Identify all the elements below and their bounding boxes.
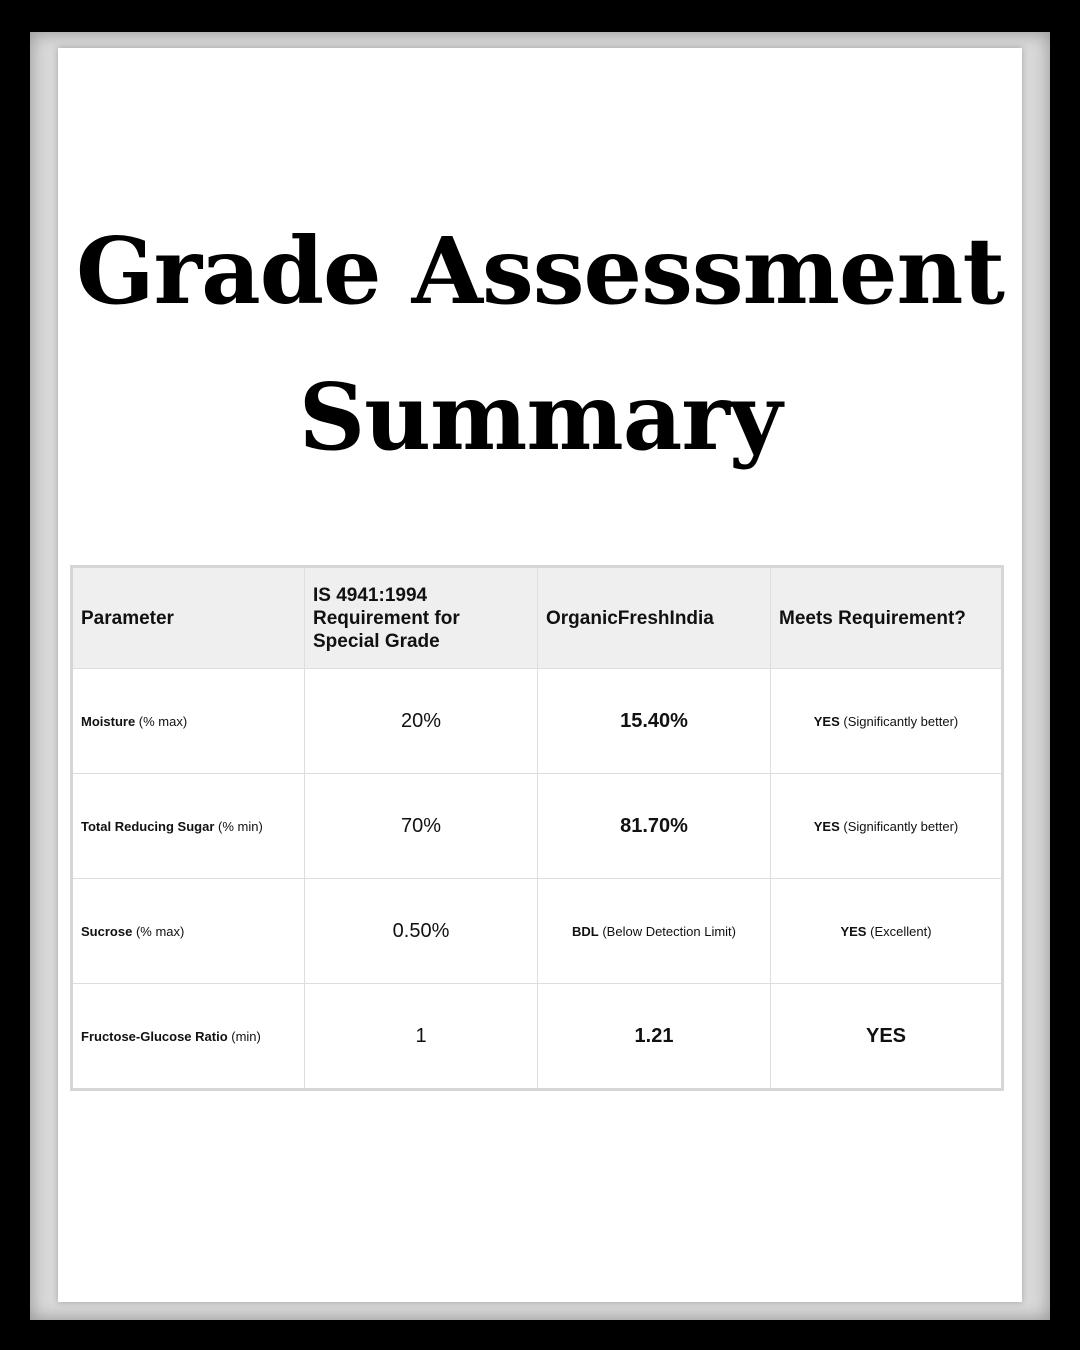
param-name: Fructose-Glucose Ratio [81, 1028, 228, 1044]
param-cell [72, 669, 305, 774]
value-text: BDL [572, 923, 599, 939]
meets-note: (Significantly better) [843, 818, 959, 834]
meets-cell [771, 669, 1003, 774]
table-row [72, 984, 1003, 1090]
param-name: Moisture [81, 713, 136, 729]
meets-verdict: YES [813, 818, 840, 834]
value-cell: 81.70% [538, 774, 771, 879]
table-header-row [72, 567, 1003, 669]
header-organicfreshindia: OrganicFreshIndia [538, 567, 771, 669]
table-row [72, 879, 1003, 984]
table-row [72, 669, 1003, 774]
value-cell: 15.40% [538, 669, 771, 774]
requirement-cell: 1 [305, 984, 538, 1090]
meets-verdict: YES [840, 923, 867, 939]
meets-cell [771, 879, 1003, 984]
param-cell [72, 984, 305, 1090]
meets-note: (Excellent) [870, 923, 932, 939]
table-row [72, 774, 1003, 879]
value-cell: 1.21 [538, 984, 771, 1090]
header-requirement: IS 4941:1994 Requirement for Special Grade [305, 567, 538, 669]
param-unit: (% min) [218, 818, 263, 834]
meets-cell [771, 774, 1003, 879]
meets-note: (Significantly better) [843, 713, 959, 729]
title-line-2: Summary [298, 363, 782, 471]
grade-assessment-table [70, 565, 1004, 1091]
page-title [58, 198, 1022, 490]
param-cell [72, 774, 305, 879]
param-cell [72, 879, 305, 984]
title-line-1: Grade Assessment [76, 217, 1004, 325]
value-note: (Below Detection Limit) [602, 923, 736, 939]
requirement-cell: 20% [305, 669, 538, 774]
value-cell [538, 879, 771, 984]
requirement-cell: 70% [305, 774, 538, 879]
param-unit: (% max) [135, 923, 185, 939]
param-name: Sucrose [81, 923, 133, 939]
meets-verdict: YES [813, 713, 840, 729]
requirement-cell: 0.50% [305, 879, 538, 984]
param-unit: (min) [231, 1028, 261, 1044]
header-parameter: Parameter [72, 567, 305, 669]
param-unit: (% max) [138, 713, 188, 729]
document-sheet [58, 48, 1022, 1302]
meets-cell: YES [771, 984, 1003, 1090]
header-meets-requirement: Meets Requirement? [771, 567, 1003, 669]
param-name: Total Reducing Sugar [81, 818, 215, 834]
